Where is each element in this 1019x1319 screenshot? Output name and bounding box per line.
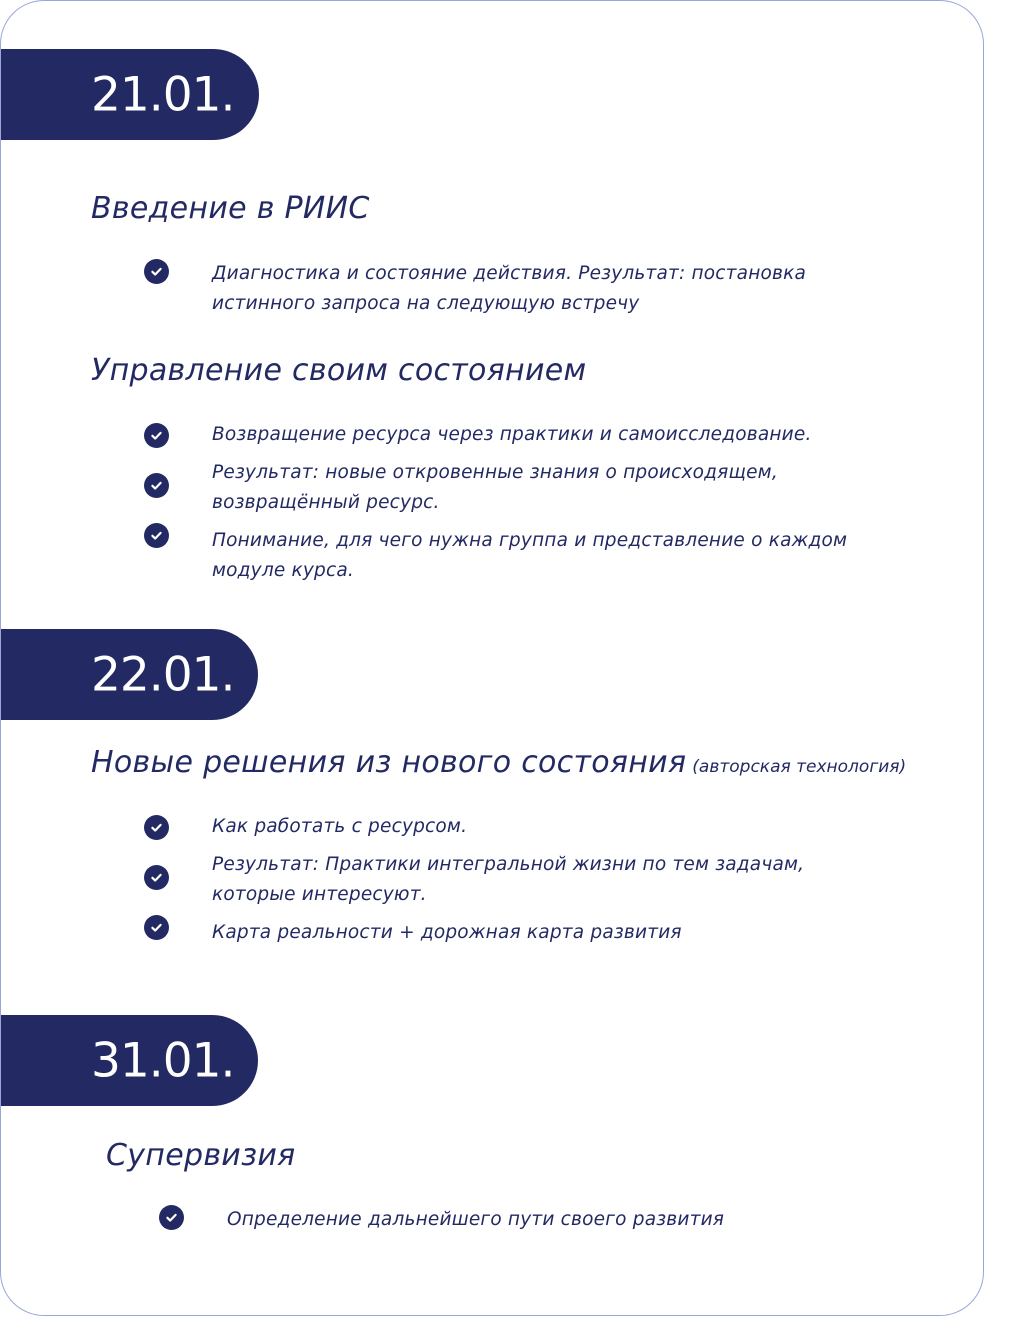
list-item-text: Карта реальности + дорожная карта развития: [212, 922, 682, 943]
list-item: [144, 865, 169, 890]
topic-title: [91, 745, 906, 780]
check-circle-icon: [144, 865, 169, 890]
date-badge: [1, 629, 258, 720]
list-item-text: Как работать с ресурсом.: [212, 816, 468, 837]
topic-title: Введение в РИИС: [91, 191, 370, 226]
check-circle-icon: [159, 1205, 184, 1230]
list-item-text: Понимание, для чего нужна группа и представление о каждом модуле курса.: [212, 530, 848, 581]
list-item-text: Определение дальнейшего пути своего развития: [227, 1209, 725, 1230]
topic-title-text: Новые решения из нового состояния: [91, 745, 687, 780]
topic-note: (авторская технология): [692, 757, 907, 777]
date-label: 22.01.: [91, 647, 235, 702]
list-item: [144, 423, 169, 448]
check-circle-icon: [144, 815, 169, 840]
check-circle-icon: [144, 915, 169, 940]
check-circle-icon: [144, 423, 169, 448]
list-item: [144, 523, 169, 548]
list-item: [144, 815, 169, 840]
date-badge: [1, 1015, 258, 1106]
list-item-text: Возвращение ресурса через практики и самоисследование.: [212, 424, 812, 445]
date-label: 21.01.: [91, 67, 235, 122]
check-circle-icon: [144, 523, 169, 548]
topic-title: Управление своим состоянием: [91, 353, 587, 388]
list-item-text: Диагностика и состояние действия. Результат: постановка истинного запроса на следующую встречу: [212, 263, 807, 314]
list-item: [144, 473, 169, 498]
date-label: 31.01.: [91, 1033, 235, 1088]
list-item: [159, 1205, 184, 1230]
list-item-text: Результат: Практики интегральной жизни по тем задачам, которые интересуют.: [212, 854, 805, 905]
check-circle-icon: [144, 259, 169, 284]
topic-title: Супервизия: [106, 1138, 296, 1173]
list-item: [144, 259, 169, 284]
list-item-text: Результат: новые откровенные знания о происходящем, возвращённый ресурс.: [212, 462, 778, 513]
check-circle-icon: [144, 473, 169, 498]
date-badge: [1, 49, 259, 140]
list-item: [144, 915, 169, 940]
